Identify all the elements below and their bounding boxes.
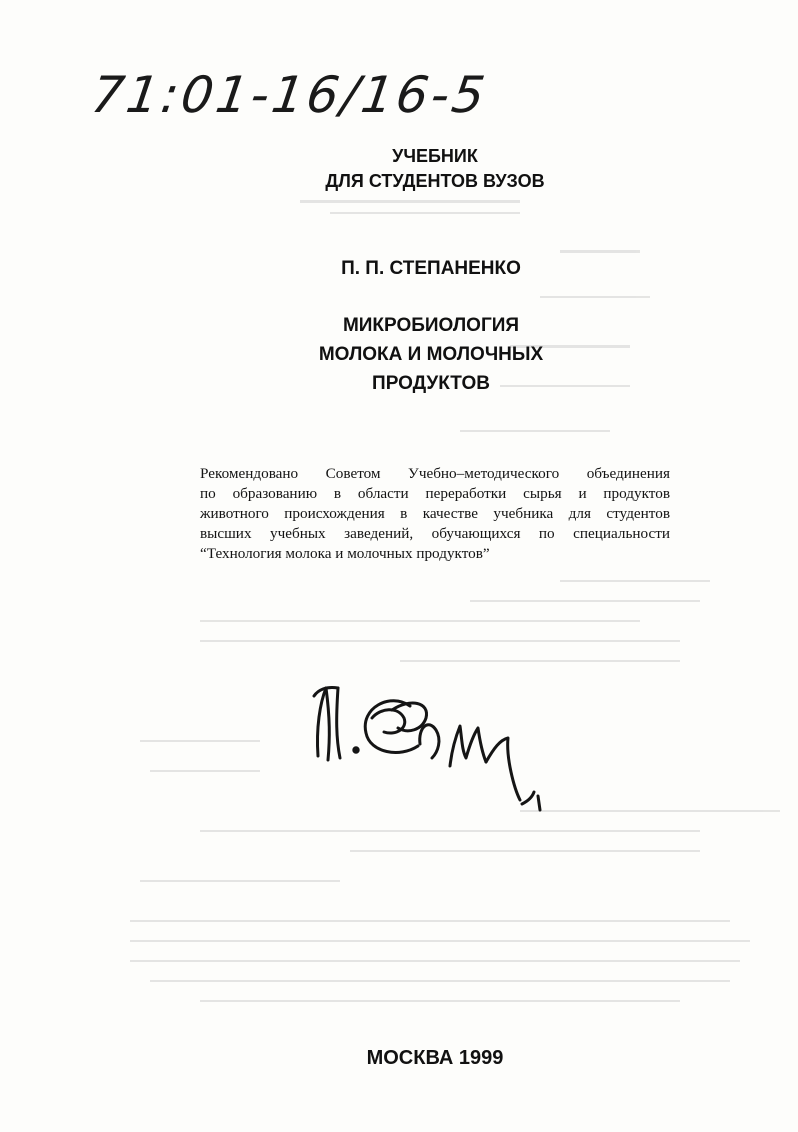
- recommendation-line: Рекомендовано Советом Учебно–методического объединения: [200, 465, 670, 482]
- recommendation-line: “Технология молока и молочных продуктов”: [200, 545, 490, 562]
- publication-place-year: МОСКВА 1999: [366, 1047, 504, 1069]
- book-title-line-1: МИКРОБИОЛОГИЯ: [342, 315, 520, 336]
- recommendation-line: животного происхождения в качестве учебника для студентов: [200, 505, 670, 522]
- recommendation-line: по образованию в области переработки сырья и продуктов: [200, 485, 670, 502]
- series-label: УЧЕБНИК: [392, 146, 478, 166]
- book-title-line-3: ПРОДУКТОВ: [372, 373, 490, 394]
- book-title-line-2: МОЛОКА И МОЛОЧНЫХ: [318, 344, 544, 365]
- author-name: П. П. СТЕПАНЕНКО: [341, 258, 521, 279]
- author-signature: [300, 678, 550, 828]
- recommendation-note: [200, 464, 670, 564]
- recommendation-line: высших учебных заведений, обучающихся по специальности: [200, 525, 670, 542]
- series-subtitle: ДЛЯ СТУДЕНТОВ ВУЗОВ: [325, 171, 545, 191]
- library-call-number: 71:01-16/16-5: [87, 66, 492, 124]
